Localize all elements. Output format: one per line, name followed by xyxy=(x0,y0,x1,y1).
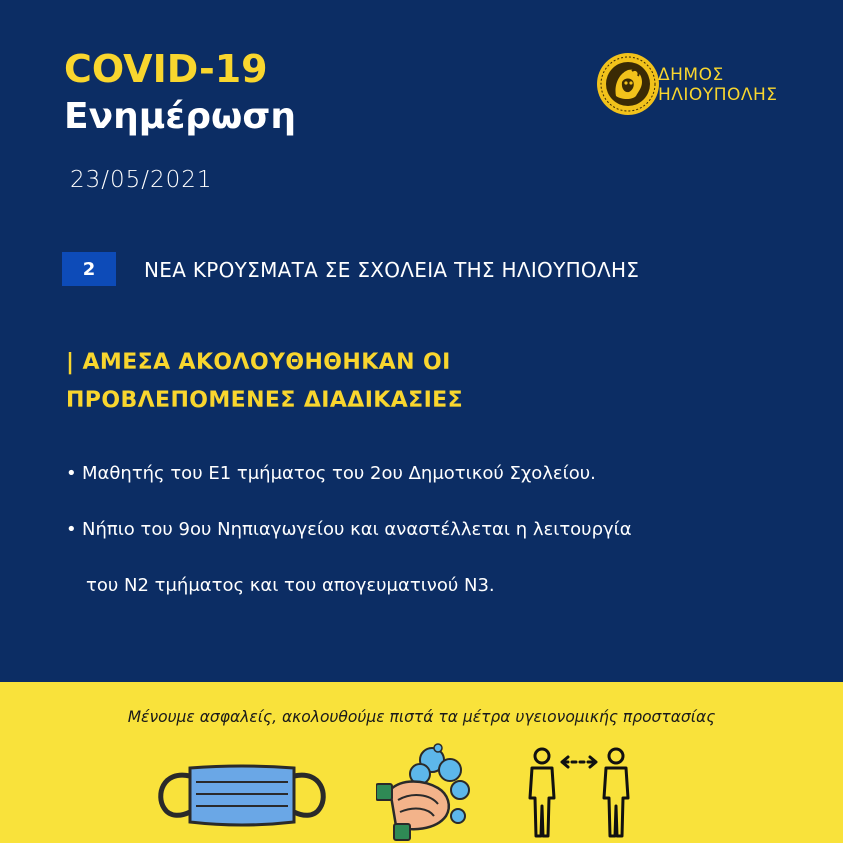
hand-washing-icon xyxy=(376,740,476,844)
logo-line-2: ΗΛΙΟΥΠΟΛΗΣ xyxy=(658,85,778,105)
case-count-badge: 2 xyxy=(62,252,116,286)
bullet-text: Μαθητής του Ε1 τμήματος του 2ου Δημοτικού Σχολείου. xyxy=(82,463,596,484)
logo-line-1: ΔΗΜΟΣ xyxy=(658,65,724,85)
face-mask-icon xyxy=(152,762,332,830)
highlight-line-2: ΠΡΟΒΛΕΠΟΜΕΝΕΣ ΔΙΑΔΙΚΑΣΙΕΣ xyxy=(66,388,464,413)
logo-text xyxy=(658,65,778,105)
bullet-icon: • xyxy=(66,519,77,540)
bullet-text: Νήπιο του 9ου Νηπιαγωγείου και αναστέλλεται η λειτουργία xyxy=(82,519,632,540)
list-item xyxy=(66,463,596,484)
bullet-icon: • xyxy=(66,463,77,484)
bullet-continuation: του Ν2 τμήματος και του απογευματινού Ν3. xyxy=(86,575,495,596)
highlight-line-1: | ΑΜΕΣΑ ΑΚΟΛΟΥΘΗΘΗΚΑΝ ΟΙ xyxy=(66,350,451,375)
municipality-seal-icon xyxy=(596,52,660,116)
social-distancing-icon xyxy=(524,746,634,842)
footer-banner xyxy=(0,682,843,843)
date-label: 23/05/2021 xyxy=(70,167,213,193)
highlight-text xyxy=(66,344,626,420)
list-item xyxy=(66,519,632,540)
page-subtitle: Ενημέρωση xyxy=(64,96,296,137)
safety-slogan: Μένουμε ασφαλείς, ακολουθούμε πιστά τα μέτρα υγειονομικής προστασίας xyxy=(127,708,716,726)
page-title: COVID-19 xyxy=(64,47,268,91)
municipality-logo xyxy=(596,52,796,118)
headline: ΝΕΑ ΚΡΟΥΣΜΑΤΑ ΣΕ ΣΧΟΛΕΙΑ ΤΗΣ ΗΛΙΟΥΠΟΛΗΣ xyxy=(144,258,640,282)
